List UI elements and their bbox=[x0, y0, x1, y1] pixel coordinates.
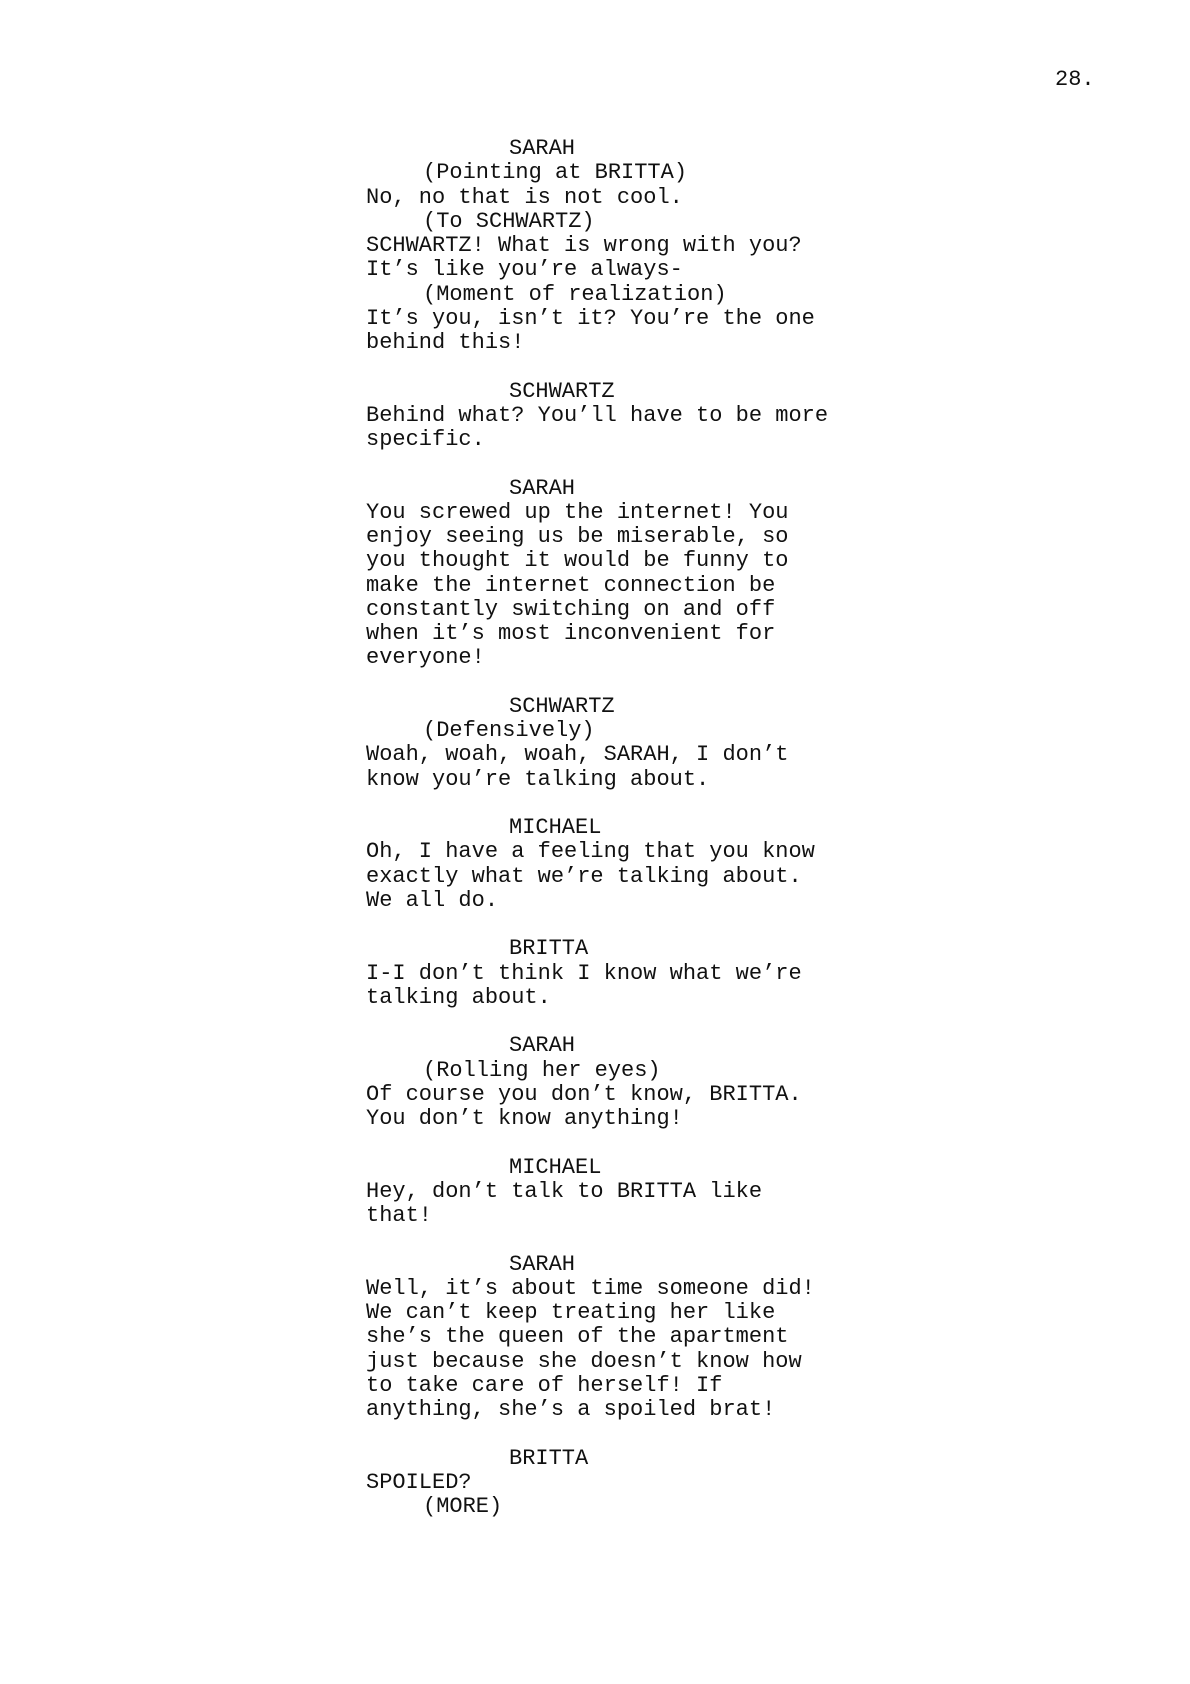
character-name: SCHWARTZ bbox=[509, 378, 615, 404]
blank-line bbox=[366, 452, 946, 476]
character-name: SCHWARTZ bbox=[509, 693, 615, 719]
dialogue-line: talking about. bbox=[366, 984, 551, 1010]
dialogue-line: everyone! bbox=[366, 645, 485, 671]
character-name: SARAH bbox=[509, 1251, 576, 1277]
blank-line bbox=[366, 1422, 946, 1446]
character-name: MICHAEL bbox=[509, 815, 602, 840]
blank-line bbox=[366, 1228, 946, 1252]
blank-line bbox=[366, 671, 946, 695]
character-name: BRITTA bbox=[509, 1445, 589, 1471]
dialogue-line: that! bbox=[366, 1203, 433, 1228]
blank-line bbox=[366, 792, 946, 816]
dialogue-line: I-I don’t think I know what we’re bbox=[366, 960, 802, 986]
blank-line bbox=[366, 355, 946, 379]
dialogue-line: Of course you don’t know, BRITTA. bbox=[366, 1081, 802, 1107]
character-name: SARAH bbox=[509, 475, 576, 501]
dialogue-line: constantly switching on and off bbox=[366, 596, 776, 622]
dialogue-line: Hey, don’t talk to BRITTA like bbox=[366, 1178, 763, 1204]
parenthetical: (To SCHWARTZ) bbox=[423, 208, 595, 234]
dialogue-line: just because she doesn’t know how bbox=[366, 1348, 802, 1374]
dialogue-line: anything, she’s a spoiled brat! bbox=[366, 1397, 776, 1422]
character-name: MICHAEL bbox=[509, 1154, 602, 1180]
parenthetical: (Rolling her eyes) bbox=[423, 1057, 661, 1083]
dialogue-line: you thought it would be funny to bbox=[366, 548, 789, 574]
dialogue-line: It’s like you’re always- bbox=[366, 257, 683, 283]
parenthetical: (Pointing at BRITTA) bbox=[423, 160, 688, 186]
dialogue-line: exactly what we’re talking about. bbox=[366, 863, 802, 889]
parenthetical: (Moment of realization) bbox=[423, 281, 727, 307]
dialogue-line: she’s the queen of the apartment bbox=[366, 1324, 789, 1350]
dialogue-line: No, no that is not cool. bbox=[366, 184, 683, 210]
dialogue-line: Behind what? You’ll have to be more bbox=[366, 402, 829, 428]
dialogue-line: specific. bbox=[366, 427, 485, 452]
dialogue-line: We all do. bbox=[366, 887, 499, 913]
dialogue-line: You screwed up the internet! You bbox=[366, 499, 789, 525]
dialogue-line: Oh, I have a feeling that you know bbox=[366, 839, 815, 865]
parenthetical: (Defensively) bbox=[423, 718, 595, 743]
character-name: SARAH bbox=[509, 1033, 576, 1059]
dialogue-line: Woah, woah, woah, SARAH, I don’t bbox=[366, 742, 789, 768]
character-name: SARAH bbox=[509, 136, 576, 161]
dialogue-line: know you’re talking about. bbox=[366, 766, 710, 792]
dialogue-line: when it’s most inconvenient for bbox=[366, 621, 776, 646]
dialogue-line: behind this! bbox=[366, 330, 525, 355]
dialogue-line: make the internet connection be bbox=[366, 572, 776, 598]
dialogue-line: enjoy seeing us be miserable, so bbox=[366, 524, 789, 549]
character-name: BRITTA bbox=[509, 936, 589, 962]
dialogue-line: Well, it’s about time someone did! bbox=[366, 1275, 815, 1301]
dialogue-line: to take care of herself! If bbox=[366, 1372, 723, 1398]
dialogue-line: We can’t keep treating her like bbox=[366, 1300, 776, 1325]
blank-line bbox=[366, 1131, 946, 1155]
dialogue-line: SPOILED? bbox=[366, 1469, 472, 1495]
dialogue-line: SCHWARTZ! What is wrong with you? bbox=[366, 233, 802, 258]
blank-line bbox=[366, 913, 946, 937]
dialogue-line: It’s you, isn’t it? You’re the one bbox=[366, 305, 815, 331]
blank-line bbox=[366, 1010, 946, 1034]
dialogue-line: You don’t know anything! bbox=[366, 1106, 683, 1131]
parenthetical: (MORE) bbox=[423, 1494, 503, 1519]
page-number: 28. bbox=[1055, 67, 1095, 92]
screenplay-body bbox=[366, 137, 946, 1519]
